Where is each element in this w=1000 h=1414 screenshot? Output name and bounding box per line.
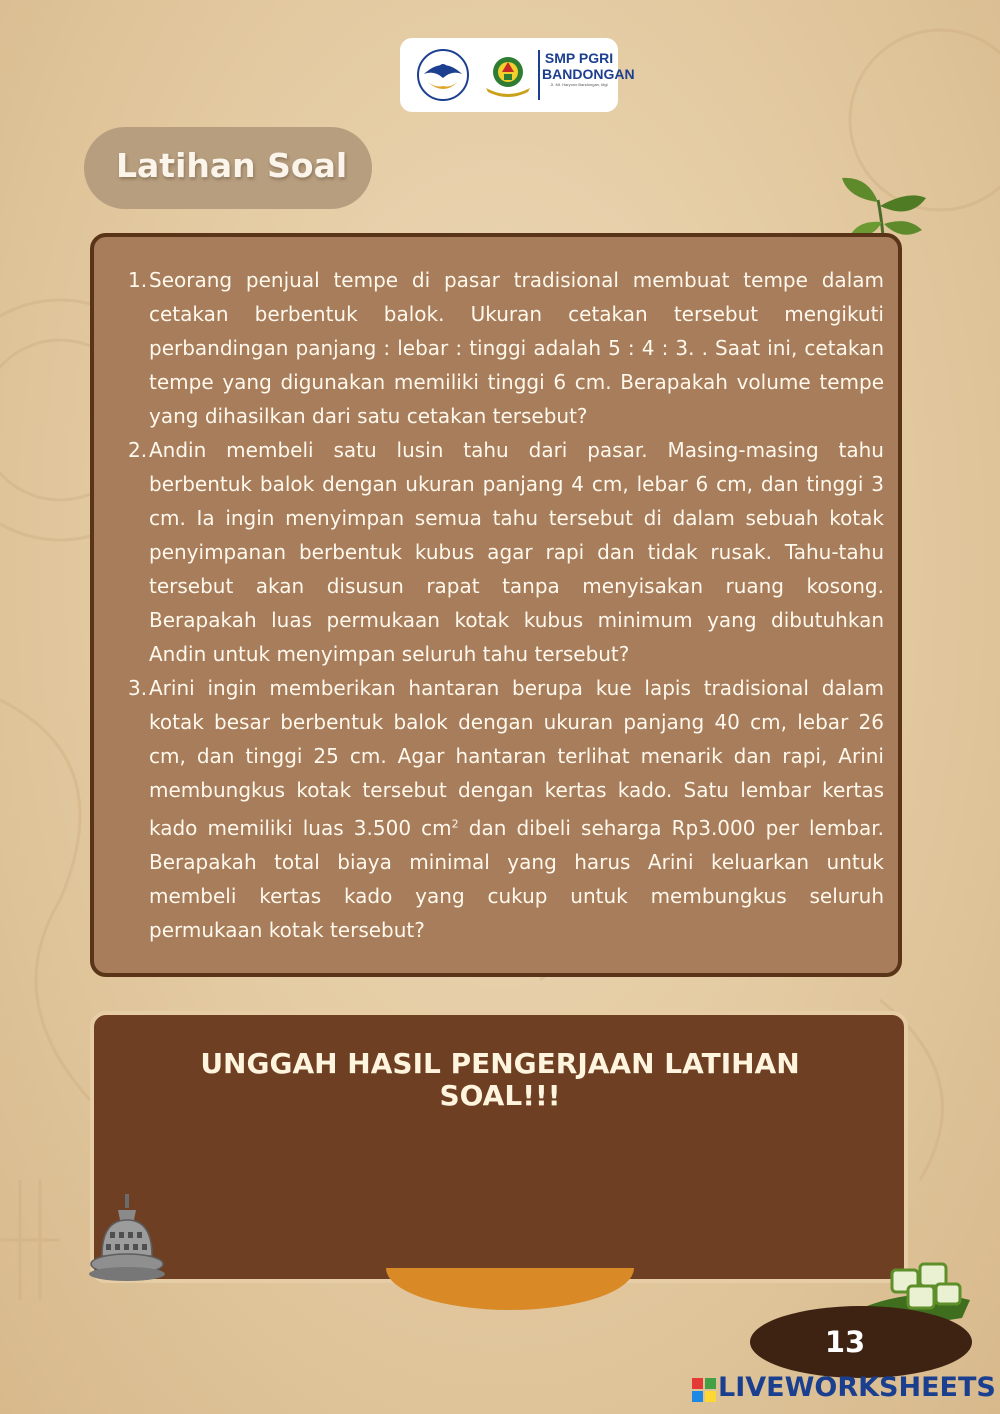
university-logo-icon [414, 48, 472, 102]
smp-pgri-logo-text: SMP PGRI BANDONGAN Jl. Mt. Haryono Bandongan, Mgl [542, 50, 635, 87]
page-number: 13 [824, 1325, 866, 1359]
question-list [122, 263, 884, 947]
question-text [149, 676, 884, 942]
upload-instruction [200, 1048, 800, 1112]
logo-divider [538, 50, 540, 100]
question-text: Andin membeli satu lusin tahu dari pasar. Masing-masing tahu berbentuk balok dengan ukuran panjang 4 cm, lebar 6 cm, dan tinggi 3 cm. Ia ingin menyimpan semua tahu tersebut di dalam sebuah kotak penyimpanan berbentuk kubus agar rapi dan tidak rusak. Tahu-tahu tersebut akan disusun rapat tanpa menyisakan ruang kosong. Berapakah luas permukaan kotak kubus minimum yang dibutuhkan Andin untuk menyimpan seluruh tahu tersebut? [149, 438, 884, 666]
section-title: Latihan Soal [116, 146, 348, 185]
question-item [122, 433, 884, 671]
question-item [122, 671, 884, 947]
question-item [122, 263, 884, 433]
question-number: 2. [128, 438, 148, 462]
unit-superscript: 2 [451, 817, 459, 830]
question-text-part: dan dibeli seharga Rp3.000 per lembar. Berapakah total biaya minimal yang harus Arini keluarkan untuk membeli kertas kado yang cukup untuk membungkus seluruh permukaan kotak tersebut? [149, 815, 884, 942]
school-logos [400, 38, 635, 112]
question-number: 3. [128, 676, 148, 700]
liveworksheets-brand[interactable]: LIVEWORKSHEETS [718, 1372, 996, 1403]
pgri-logo-icon [480, 48, 536, 102]
liveworksheets-logo-icon [692, 1378, 716, 1402]
question-text-part: Arini ingin memberikan hantaran berupa kue lapis tradisional dalam kotak besar berbentuk balok dengan ukuran panjang 40 cm, lebar 26 cm, dan tinggi 25 cm. Agar hantaran terlihat menarik dan rapi, Arini membungkus kotak tersebut dengan kertas kado. Satu lembar kertas kado memiliki luas 3.500 cm [149, 676, 884, 840]
upload-instruction-line: SOAL!!! [439, 1079, 561, 1112]
stupa-icon [88, 1192, 166, 1282]
upload-instruction-line: UNGGAH HASIL PENGERJAAN LATIHAN [200, 1047, 800, 1080]
question-number: 1. [128, 268, 148, 292]
question-text: Seorang penjual tempe di pasar tradisional membuat tempe dalam cetakan berbentuk balok. Ukuran cetakan tersebut mengikuti perbandingan panjang : lebar : tinggi adalah 5 : 4 : 3. . Saat ini, cetakan tempe yang digunakan memiliki tinggi 6 cm. Berapakah volume tempe yang dihasilkan dari satu cetakan tersebut? [149, 268, 884, 428]
decorative-orange-semicircle [386, 1268, 634, 1310]
